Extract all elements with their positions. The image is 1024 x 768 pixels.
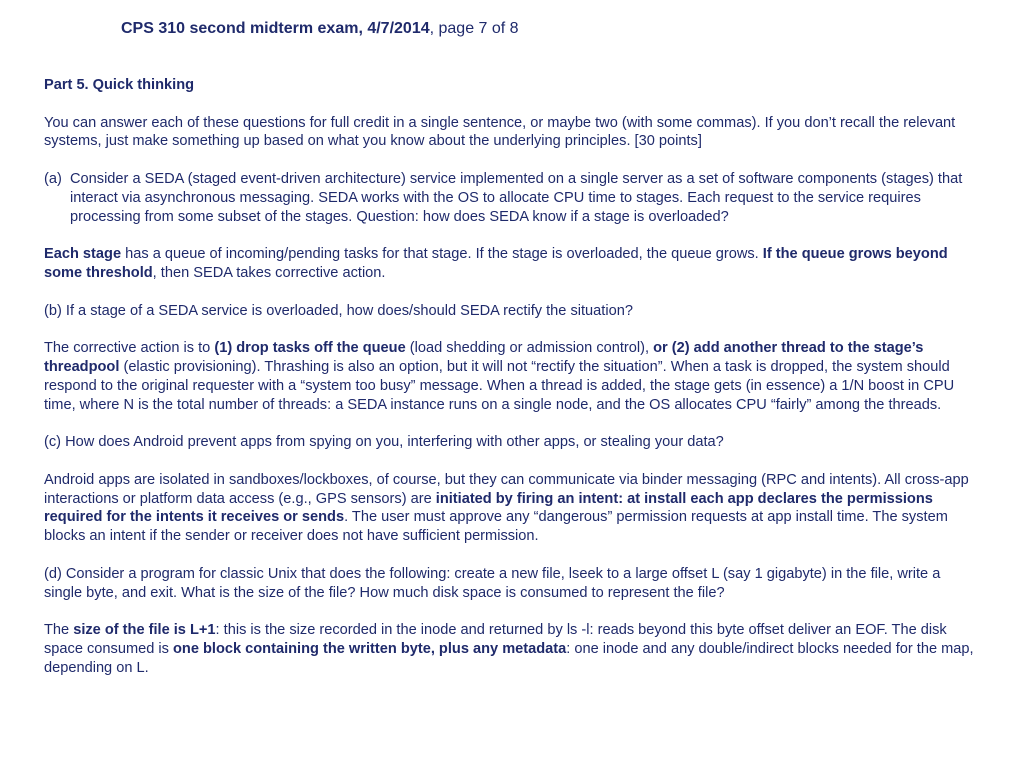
answer-b bbox=[44, 339, 974, 414]
answer-d-bold-1: size of the file is L+1 bbox=[73, 622, 216, 639]
exam-content bbox=[44, 76, 974, 696]
answer-a-bold-1: Each stage bbox=[44, 246, 122, 263]
answer-b-text-3: (elastic provisioning). Thrashing is also an option, but it will not “rectify the situation”. When a task is dropped, the system should respond to the original requester with a “system too busy” message. When a thread is added, the stage gets (in essence) a 1/N boost in CPU time, where N is the total number of threads: a SEDA instance runs on a single node, and the OS allocates CPU “fairly” among the threads. bbox=[44, 358, 955, 413]
question-c: (c) How does Android prevent apps from spying on you, interfering with other apps, or stealing your data? bbox=[44, 434, 724, 451]
question-a-text: Consider a SEDA (staged event-driven architecture) service implemented on a single server as a set of software components (stages) that interact via asynchronous messaging. SEDA works with the OS to allocate CPU time to stages. Each request to the service requires processing from some subset of the stages. Question: how does SEDA know if a stage is overloaded? bbox=[70, 170, 963, 225]
answer-d-text-2: : this is the size recorded in the inode and returned by ls -l: reads beyond this byte offset deliver an EOF. The disk space consumed is bbox=[44, 622, 947, 657]
answer-c-text-2: . The user must approve any “dangerous” permission requests at app install time. The system blocks an intent if the sender or receiver does not have sufficient permission. bbox=[44, 509, 948, 545]
question-d: (d) Consider a program for classic Unix that does the following: create a new file, lseek to a large offset L (say 1 gigabyte) in the file, write a single byte, and exit. What is the size of the file? How much disk space is consumed to represent the file? bbox=[44, 565, 941, 601]
answer-a bbox=[44, 245, 974, 283]
answer-d-text-3: : one inode and any double/indirect blocks needed for the map, depending on L. bbox=[44, 640, 974, 676]
answer-b-text-2: (load shedding or admission control), bbox=[405, 340, 654, 357]
answer-a-text-1: has a queue of incoming/pending tasks for that stage. If the stage is overloaded, the queue grows. bbox=[121, 246, 763, 263]
exam-title: CPS 310 second midterm exam, 4/7/2014 bbox=[121, 20, 430, 37]
question-a-label: (a) bbox=[44, 170, 62, 187]
question-b: (b) If a stage of a SEDA service is overloaded, how does/should SEDA rectify the situation? bbox=[44, 302, 633, 319]
answer-d bbox=[44, 621, 974, 677]
answer-b-bold-1: (1) drop tasks off the queue bbox=[214, 340, 406, 357]
answer-c bbox=[44, 471, 974, 546]
page-header bbox=[121, 20, 519, 38]
answer-d-text-1: The bbox=[44, 622, 74, 639]
answer-a-bold-2: If the queue grows beyond some threshold bbox=[44, 246, 948, 281]
answer-b-text-1: The corrective action is to bbox=[44, 340, 215, 357]
answer-a-text-2: , then SEDA takes corrective action. bbox=[152, 264, 386, 281]
answer-b-bold-2: or (2) add another thread to the stage’s threadpool bbox=[44, 340, 924, 375]
answer-c-bold-1: initiated by firing an intent: at install each app declares the permissions required for the intents it receives or sends bbox=[44, 490, 933, 526]
answer-c-text-1: Android apps are isolated in sandboxes/lockboxes, of course, but they can communicate via binder messaging (RPC and intents). All cross-app interactions or platform data access (e.g., GPS sensors) are bbox=[44, 471, 969, 507]
part-title-text: Part 5. Quick thinking bbox=[44, 77, 195, 93]
answer-d-bold-2: one block containing the written byte, plus any metadata bbox=[172, 640, 567, 657]
question-a bbox=[44, 170, 974, 226]
part-title bbox=[44, 76, 974, 95]
page-number: , page 7 of 8 bbox=[429, 20, 519, 37]
intro-paragraph: You can answer each of these questions for full credit in a single sentence, or maybe two (with some commas). If you don’t recall the relevant systems, just make something up based on what you know about the underlying principles. [30 points] bbox=[44, 114, 956, 150]
